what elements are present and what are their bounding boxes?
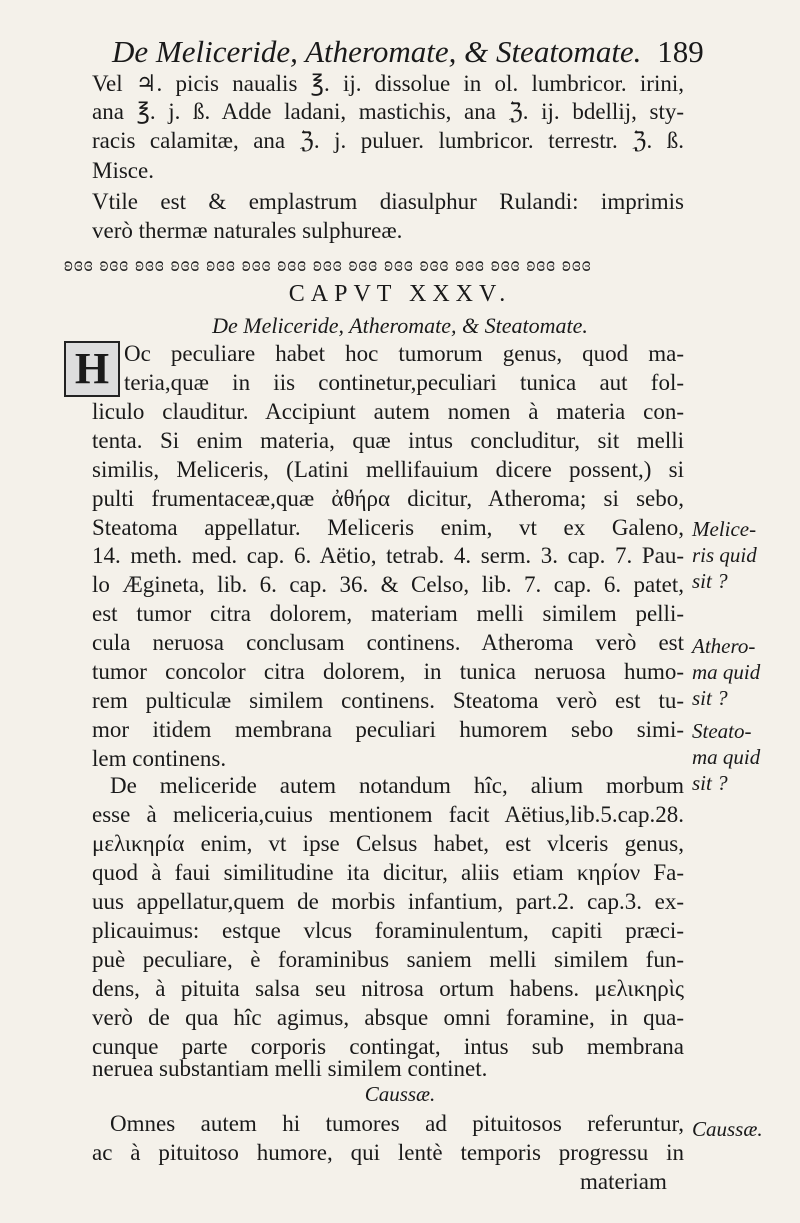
margin-note-line: sit ? bbox=[692, 686, 728, 710]
text-line: tenta. Si enim materia, quæ intus concluditur, sit melli bbox=[92, 428, 684, 453]
text-line: tumor concolor citra dolorem, in tunica neruosa humo- bbox=[92, 659, 684, 684]
running-title: De Meliceride, Atheromate, & Steatomate. bbox=[112, 34, 642, 69]
chapter-subtitle: De Meliceride, Atheromate, & Steatomate. bbox=[212, 313, 588, 338]
text-line: plicauimus: estque vlcus foraminulentum, capiti præci- bbox=[92, 918, 684, 943]
ornamental-divider: ʚɞɞ ʚɞɞ ʚɞɞ ʚɞɞ ʚɞɞ ʚɞɞ ʚɞɞ ʚɞɞ ʚɞɞ ʚɞɞ ʚɞɞ ʚɞɞ ʚɞɞ ʚɞɞ ʚɞɞ bbox=[64, 254, 592, 276]
section-heading: Caussæ. bbox=[364, 1082, 436, 1106]
margin-note-line: Steato- bbox=[692, 719, 752, 743]
text-line: quod à faui similitudine ita dicitur, aliis etiam κηρίον Fa- bbox=[92, 860, 684, 885]
text-line: Vel ♃. picis naualis ℥. ij. dissolue in ol. lumbricor. irini, bbox=[92, 71, 684, 96]
text-line: lo Ægineta, lib. 6. cap. 36. & Celso, lib. 7. cap. 6. patet, bbox=[92, 572, 684, 597]
text-line: rem pulticulæ similem continens. Steatoma verò est tu- bbox=[92, 688, 684, 713]
text-line: Vtile est & emplastrum diasulphur Rulandi: imprimis bbox=[92, 189, 684, 214]
text-line: puè peculiare, è foraminibus saniem melli similem fun- bbox=[92, 947, 684, 972]
margin-note-line: ma quid bbox=[692, 660, 761, 684]
page-number: 189 bbox=[657, 34, 704, 69]
margin-note-line: ris quid bbox=[692, 543, 757, 567]
text-line: cunque parte corporis contingat, intus sub membrana bbox=[92, 1034, 684, 1059]
chapter-title: CAPVT XXXV. bbox=[288, 281, 512, 307]
text-line: neruea substantiam melli similem continet. bbox=[92, 1056, 488, 1081]
text-line: pulti frumentaceæ,quæ ἀθήρα dicitur, Atheroma; si sebo, bbox=[92, 486, 684, 511]
text-line: ana ℥. j. ß. Adde ladani, mastichis, ana ℨ. ij. bdellij, sty- bbox=[92, 99, 684, 124]
text-line: uus appellatur,quem de morbis infantium, part.2. cap.3. ex- bbox=[92, 889, 684, 914]
text-line: De meliceride autem notandum hîc, alium morbum bbox=[110, 773, 684, 798]
margin-note-line: Melice- bbox=[692, 517, 757, 541]
catchword: materiam bbox=[580, 1169, 667, 1194]
margin-note-meliceris bbox=[692, 516, 792, 594]
drop-cap: H bbox=[64, 341, 120, 397]
text-line: μελικηρία enim, vt ipse Celsus habet, est vlceris genus, bbox=[92, 831, 684, 856]
text-line: liculo clauditur. Accipiunt autem nomen à materia con- bbox=[92, 399, 684, 424]
margin-note-line: Caussæ. bbox=[692, 1117, 763, 1141]
margin-note-line: Athero- bbox=[692, 634, 756, 658]
margin-note-steatoma bbox=[692, 718, 792, 796]
text-line: similis, Meliceris, (Latini mellifauium dicere possent,) si bbox=[92, 457, 684, 482]
text-line: Misce. bbox=[92, 158, 154, 183]
text-line: esse à meliceria,cuius mentionem facit Aëtius,lib.5.cap.28. bbox=[92, 802, 684, 827]
text-line: teria,quæ in iis continetur,peculiari tunica aut fol- bbox=[124, 370, 684, 395]
running-header bbox=[112, 34, 704, 70]
margin-note-line: sit ? bbox=[692, 569, 728, 593]
text-line: est tumor citra dolorem, materiam melli similem pelli- bbox=[92, 601, 684, 626]
margin-note-line: sit ? bbox=[692, 771, 728, 795]
margin-note-line: ma quid bbox=[692, 745, 761, 769]
text-line: verò thermæ naturales sulphureæ. bbox=[92, 218, 403, 243]
text-line: ac à pituitoso humore, qui lentè temporis progressu in bbox=[92, 1140, 684, 1165]
margin-note-caussae bbox=[692, 1116, 792, 1142]
text-line: Omnes autem hi tumores ad pituitosos referuntur, bbox=[110, 1111, 684, 1136]
text-line: 14. meth. med. cap. 6. Aëtio, tetrab. 4. serm. 3. cap. 7. Pau- bbox=[92, 543, 684, 568]
text-line: Oc peculiare habet hoc tumorum genus, quod ma- bbox=[124, 341, 684, 366]
text-line: lem continens. bbox=[92, 746, 227, 771]
text-line: Steatoma appellatur. Meliceris enim, vt ex Galeno, bbox=[92, 515, 684, 540]
text-line: mor itidem membrana peculiari humorem sebo simi- bbox=[92, 717, 684, 742]
text-line: dens, à pituita salsa seu nitrosa ortum habens. μελικηρὶς bbox=[92, 976, 684, 1001]
text-line: cula neruosa conclusam continens. Atheroma verò est bbox=[92, 630, 684, 655]
text-line: racis calamitæ, ana ℨ. j. puluer. lumbricor. terrestr. ℨ. ß. bbox=[92, 128, 684, 153]
margin-note-atheroma bbox=[692, 633, 792, 711]
text-line: verò de qua hîc agimus, absque omni foramine, in qua- bbox=[92, 1005, 684, 1030]
